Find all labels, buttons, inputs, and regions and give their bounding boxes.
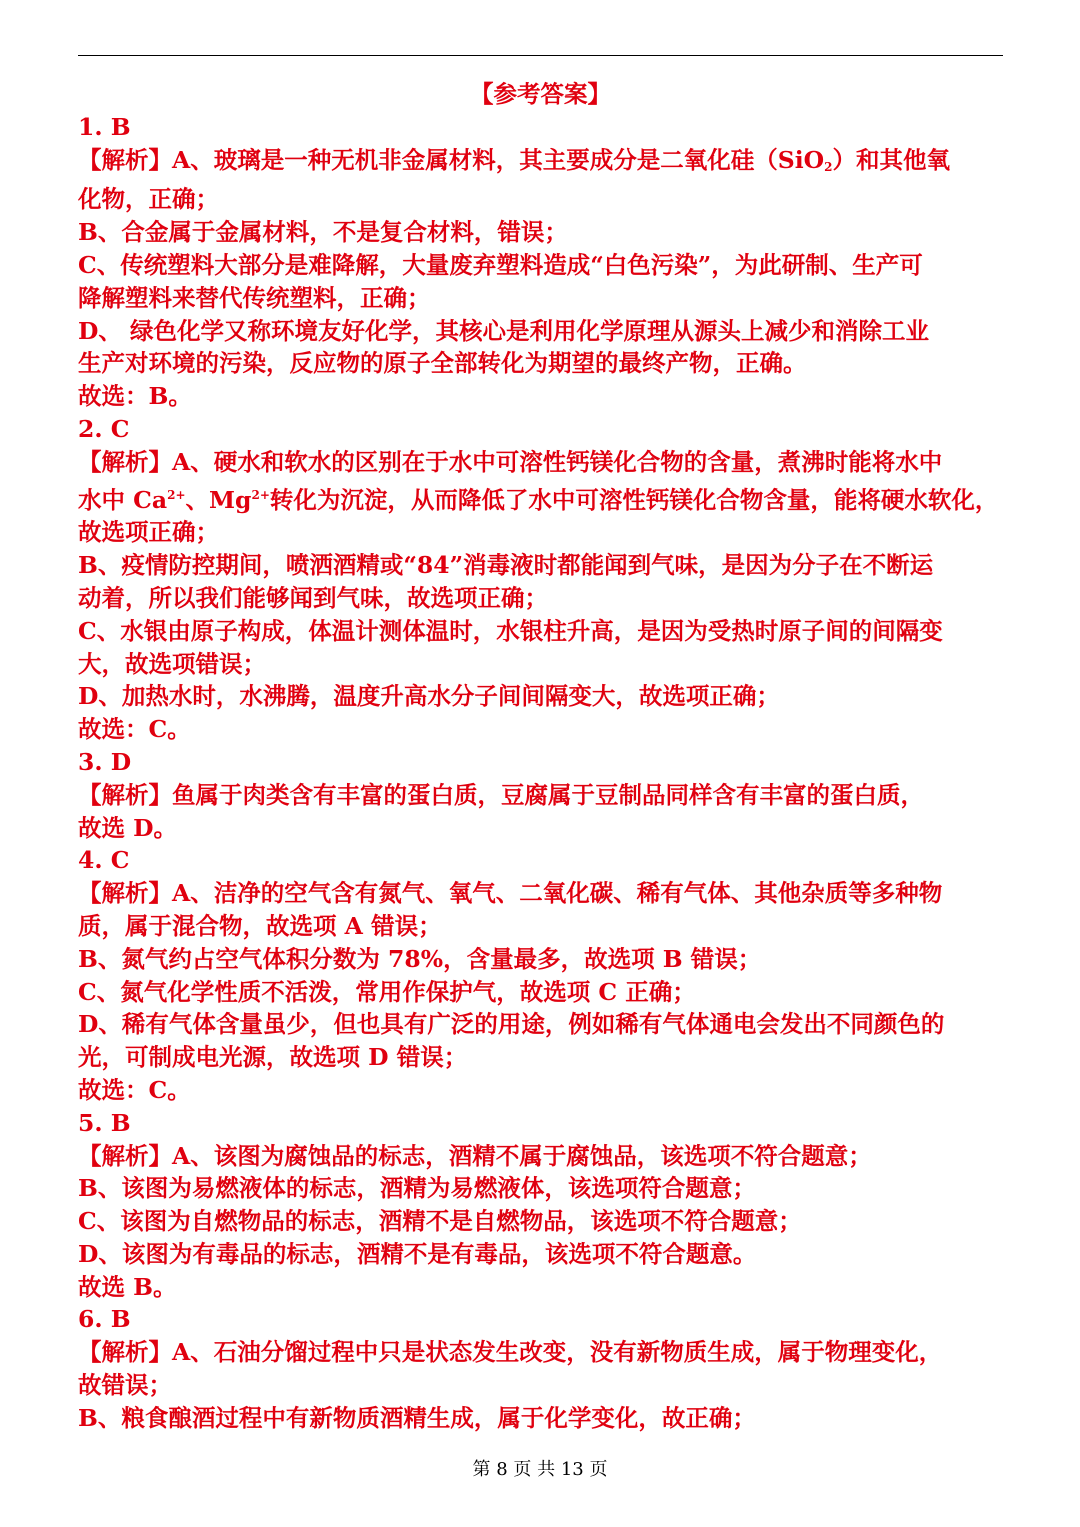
subscript: 2 <box>824 159 833 174</box>
explanation-line: B、氮气约占空气体积分数为 78%，含量最多，故选项 B 错误； <box>78 944 762 973</box>
explanation-line: B、粮食酿酒过程中有新物质酒精生成，属于化学变化，故正确； <box>78 1403 756 1432</box>
explanation-line: 生产对环境的污染，反应物的原子全部转化为期望的最终产物，正确。 <box>78 349 807 378</box>
explanation-line: D、该图为有毒品的标志，酒精不是有毒品，该选项不符合题意。 <box>78 1239 757 1268</box>
explanation-line: 【解析】A、石油分馏过程中只是状态发生改变，没有新物质生成，属于物理变化， <box>78 1338 943 1367</box>
answer-number: 3. D <box>78 747 132 776</box>
explanation-line: 质，属于混合物，故选项 A 错误； <box>78 911 442 940</box>
explanation-line: 【解析】鱼属于肉类含有丰富的蛋白质，豆腐属于豆制品同样含有丰富的蛋白质， <box>78 780 924 809</box>
explanation-line: D、加热水时，水沸腾，温度升高水分子间间隔变大，故选项正确； <box>78 682 780 711</box>
explanation-line: C、氮气化学性质不活泼，常用作保护气，故选项 C 正确； <box>78 977 696 1006</box>
page-footer: 第 8 页 共 13 页 <box>472 1459 608 1480</box>
page-title: 【参考答案】 <box>470 80 611 108</box>
answer-content <box>78 78 1008 1435</box>
header-rule <box>78 55 1003 56</box>
answer-choice: 故选：C。 <box>78 1075 191 1104</box>
explanation-line: 水中 $Ca^{2+}$、$Mg^{2+}$转化为沉淀，从而降低了水中可溶性钙镁化合物含量，能将硬水软化， <box>78 485 999 514</box>
explanation-line: C、该图为自燃物品的标志，酒精不是自燃物品，该选项不符合题意； <box>78 1207 802 1236</box>
explanation-line: 动着，所以我们能够闻到气味，故选项正确； <box>78 583 548 612</box>
explanation-line: C、传统塑料大部分是难降解，大量废弃塑料造成“白色污染”，为此研制、生产可 <box>78 250 923 279</box>
explanation-line: D、稀有气体含量虽少，但也具有广泛的用途，例如稀有气体通电会发出不同颜色的 <box>78 1010 945 1039</box>
explanation-line: 【解析】A、硬水和软水的区别在于水中可溶性钙镁化合物的含量，煮沸时能将水中 <box>78 447 943 476</box>
explanation-line: D、 绿色化学又称环境友好化学，其核心是利用化学原理从源头上减少和消除工业 <box>78 316 930 345</box>
explanation-line: B、合金属于金属材料，不是复合材料，错误； <box>78 218 568 247</box>
answer-number: 5. B <box>78 1108 131 1137</box>
explanation-line: 【解析】A、该图为腐蚀品的标志，酒精不属于腐蚀品，该选项不符合题意； <box>78 1141 872 1170</box>
explanation-line: B、该图为易燃液体的标志，酒精为易燃液体，该选项符合题意； <box>78 1174 756 1203</box>
answer-choice: 故选 D。 <box>78 813 178 842</box>
answer-choice: 故选：C。 <box>78 715 191 744</box>
explanation-line: 【解析】A、洁净的空气含有氮气、氧气、二氧化碳、稀有气体、其他杂质等多种物 <box>78 879 943 908</box>
answer-number: 6. B <box>78 1305 131 1334</box>
answer-number: 4. C <box>78 846 130 875</box>
answer-number: 2. C <box>78 414 130 443</box>
explanation-line: 【解析】A、玻璃是一种无机非金属材料，其主要成分是二氧化硅（SiO$_2$）和其他氧 <box>78 145 950 174</box>
explanation-line: 故选项正确； <box>78 518 219 547</box>
answer-choice: 故选：B。 <box>78 382 192 411</box>
superscript: 2+ <box>167 487 186 502</box>
answer-number: 1. B <box>78 112 131 141</box>
explanation-line: 化物，正确； <box>78 185 219 214</box>
superscript: 2+ <box>251 487 270 502</box>
answer-choice: 故选 B。 <box>78 1272 177 1301</box>
explanation-line: 故错误； <box>78 1371 172 1400</box>
explanation-line: C、水银由原子构成，体温计测体温时，水银柱升高，是因为受热时原子间的间隔变 <box>78 616 943 645</box>
explanation-line: 降解塑料来替代传统塑料，正确； <box>78 283 431 312</box>
explanation-line: 光，可制成电光源，故选项 D 错误； <box>78 1043 468 1072</box>
explanation-line: 大，故选项错误； <box>78 649 266 678</box>
explanation-line: B、疫情防控期间，喷洒酒精或“84”消毒液时都能闻到气味，是因为分子在不断运 <box>78 551 934 580</box>
